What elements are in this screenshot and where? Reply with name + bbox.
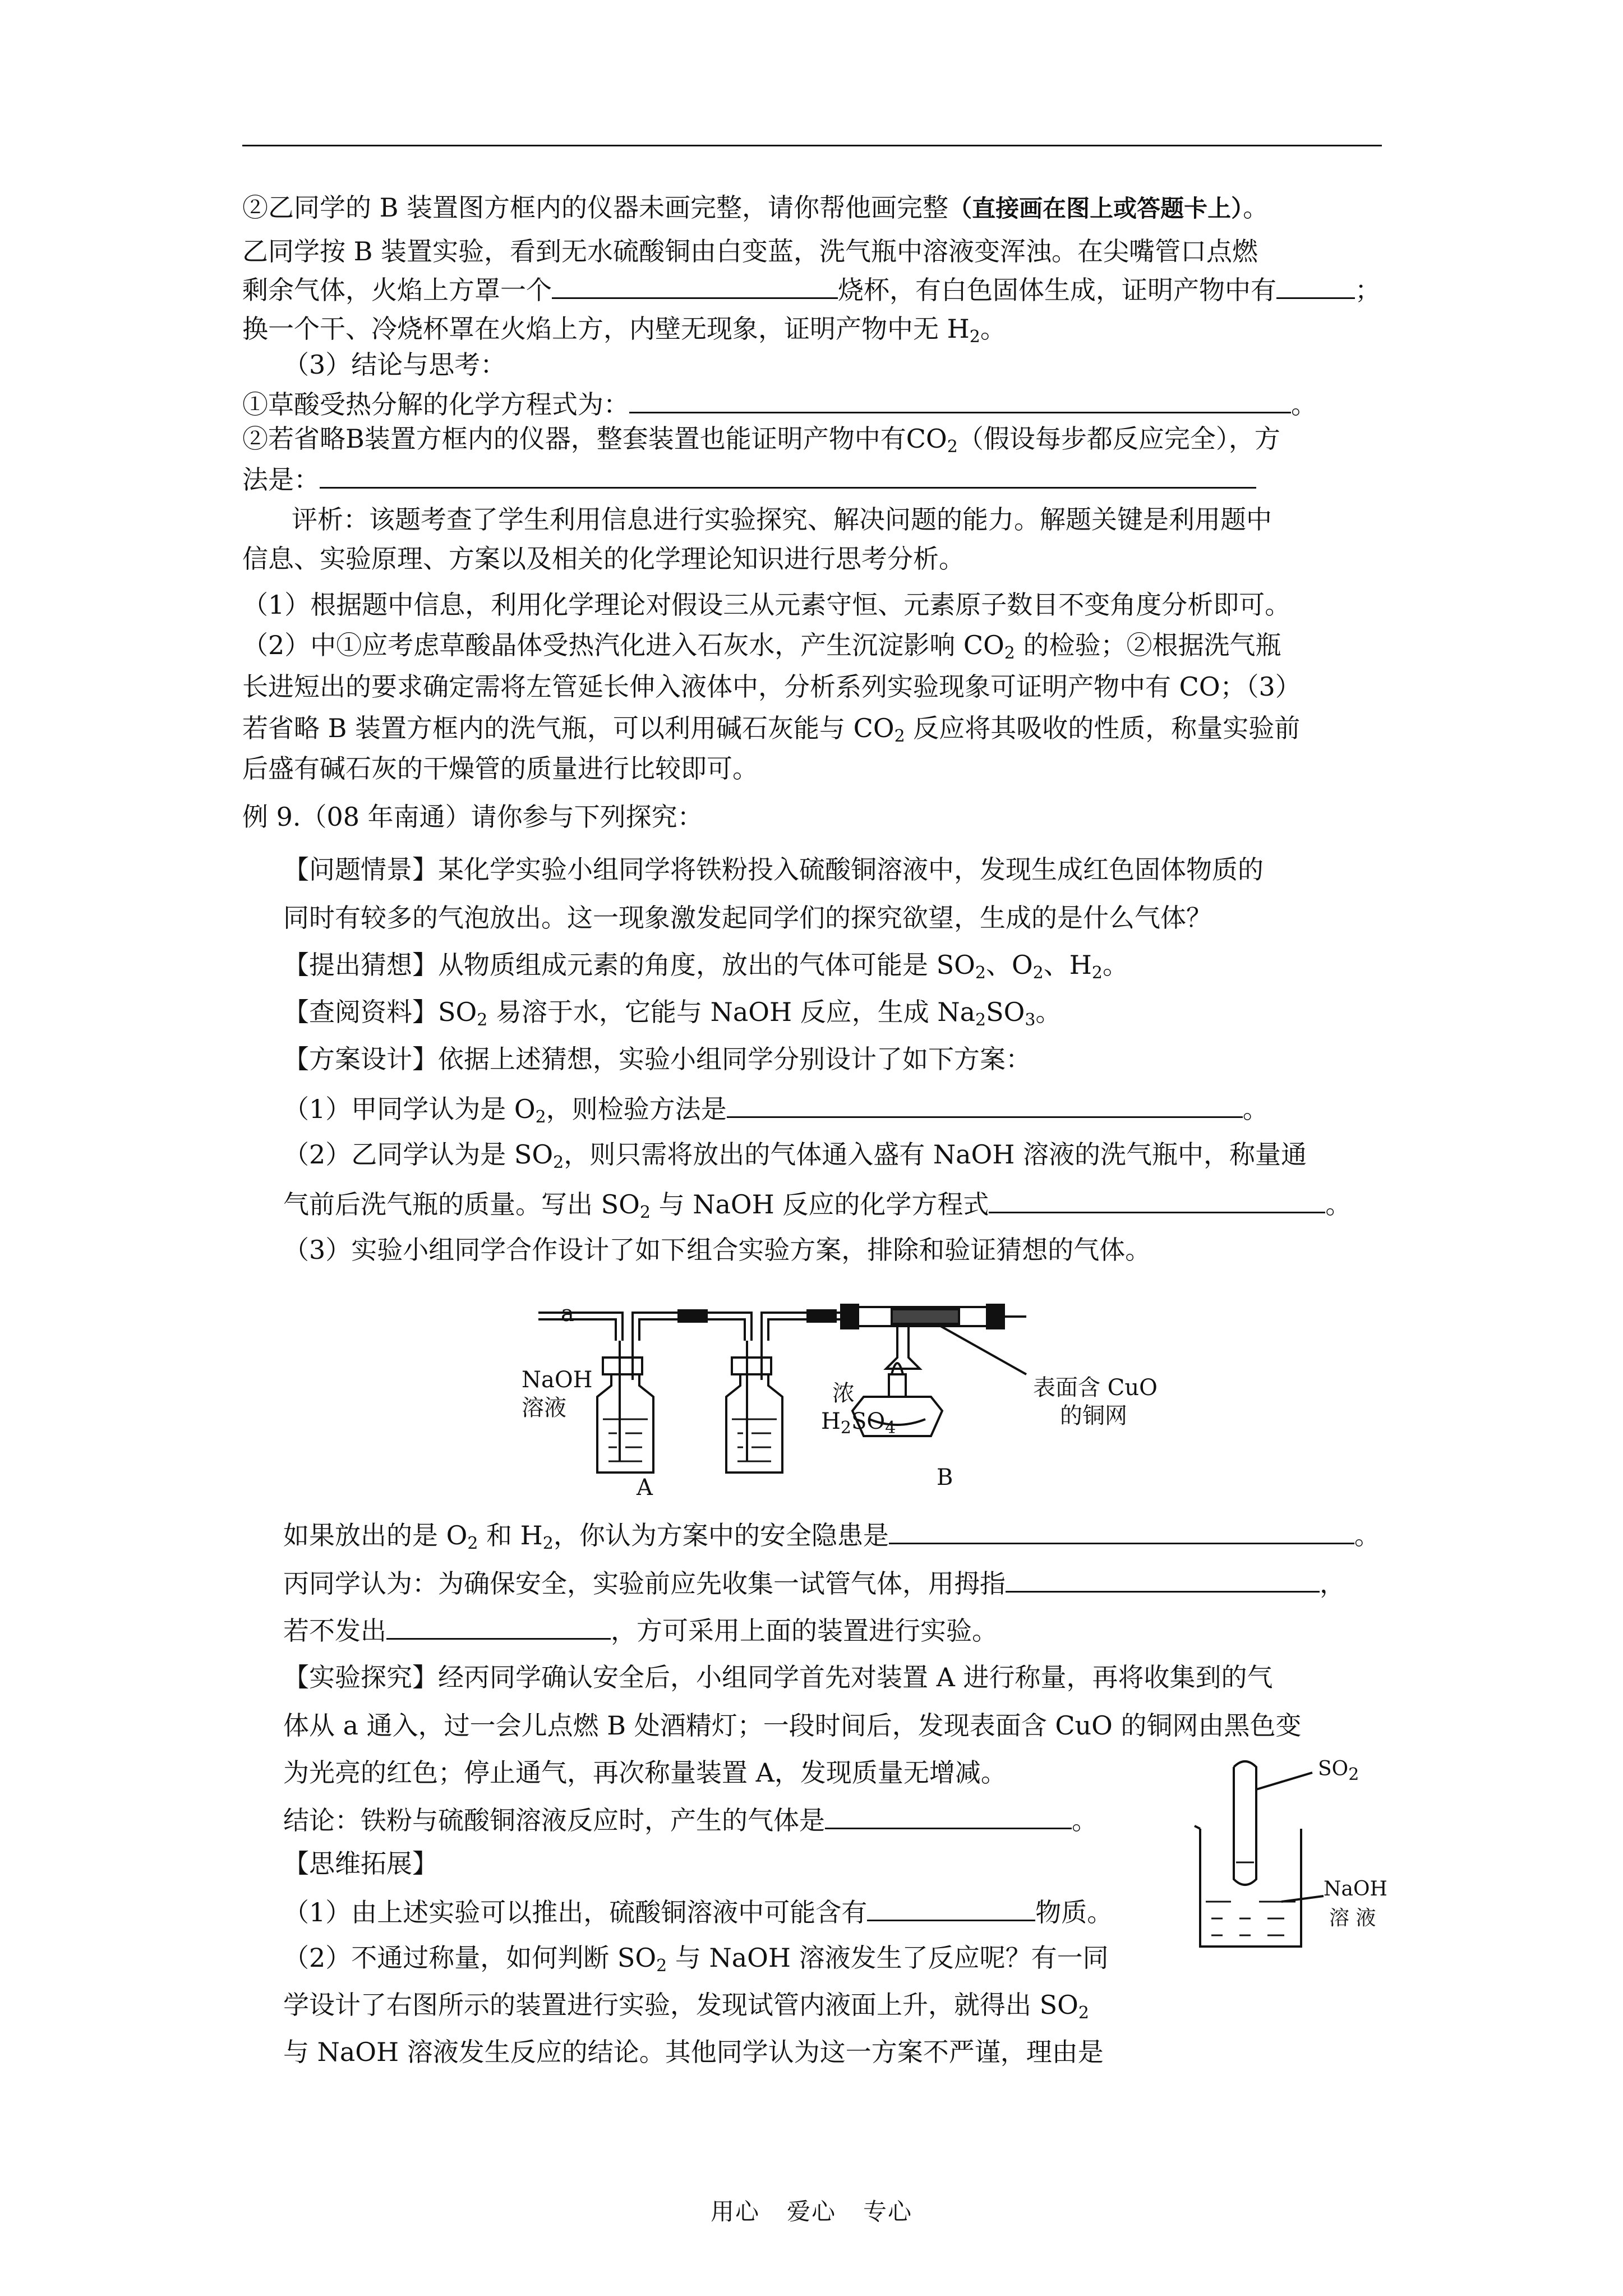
answer-blank[interactable] — [989, 1186, 1325, 1213]
text: 。 — [1072, 1805, 1098, 1835]
text: 【问题情景】某化学实验小组同学将铁粉投入硫酸铜溶液中，发现生成红色固体物质的 — [283, 854, 1264, 885]
text: 。 — [1102, 950, 1128, 980]
text: ，则检验方法是 — [546, 1094, 727, 1124]
subscript: 3 — [1025, 1010, 1036, 1030]
text: 易溶于水，它能与 NaOH 反应，生成 Na — [487, 997, 975, 1027]
text-line — [283, 853, 1264, 886]
subscript: 2 — [894, 726, 905, 746]
text: 。 — [1035, 997, 1062, 1027]
text: 。 — [1291, 389, 1317, 420]
text-line — [242, 542, 965, 576]
text: 。 — [1325, 1189, 1352, 1220]
text: 与 NaOH 溶液发生了反应呢？有一同 — [667, 1943, 1109, 1973]
label-solution-2: 溶 液 — [1329, 1907, 1376, 1930]
subscript: 2 — [1091, 963, 1103, 983]
text: 的检验；②根据洗气瓶 — [1015, 630, 1281, 660]
text: （1）根据题中信息，利用化学理论对假设三从元素守恒、元素原子数目不变角度分析即可。 — [242, 590, 1291, 620]
text: 后盛有碱石灰的干燥管的质量进行比较即可。 — [242, 753, 758, 784]
text-line — [242, 272, 1381, 307]
subscript: 2 — [656, 1956, 667, 1976]
text-line — [283, 1186, 1351, 1221]
text-line — [283, 1941, 1109, 1975]
label-conc: 浓 — [832, 1381, 855, 1406]
subscript: 2 — [1004, 643, 1015, 663]
subscript: 2 — [947, 437, 958, 457]
text-line — [283, 1233, 1151, 1267]
text-line — [292, 503, 1272, 536]
label-mesh-2: 的铜网 — [1060, 1403, 1127, 1429]
text: 为光亮的红色；停止通气，再次称量装置 A，发现质量无增减。 — [283, 1757, 1007, 1788]
text: 剩余气体，火焰上方罩一个 — [242, 275, 552, 305]
label-naoh-2: NaOH — [1324, 1878, 1387, 1901]
bottle-stopper — [603, 1358, 642, 1374]
text-line — [283, 1802, 1098, 1837]
example-heading: 例 9.（08 年南通）请你参与下列探究： — [242, 802, 703, 832]
text: ，方可采用上面的装置进行实验。 — [611, 1616, 998, 1646]
text: （2）中①应考虑草酸晶体受热汽化进入石灰水，产生沉淀影响 CO — [242, 630, 1004, 660]
text-line — [242, 422, 1280, 455]
text: 【查阅资料】SO — [283, 997, 477, 1027]
subscript: 2 — [639, 1203, 651, 1222]
text: 【实验探究】经丙同学确认安全后，小组同学首先对装置 A 进行称量，再将收集到的气 — [283, 1662, 1273, 1692]
answer-blank[interactable] — [727, 1091, 1243, 1118]
so2-pointer — [1256, 1773, 1312, 1789]
inlet-tube — [538, 1313, 623, 1341]
text-line — [242, 711, 1300, 745]
text: ①草酸受热分解的化学方程式为： — [242, 389, 629, 420]
text: 与 NaOH 溶液发生反应的结论。其他同学认为这一方案不严谨，理由是 — [283, 2037, 1104, 2067]
label-B: B — [937, 1465, 953, 1490]
answer-blank[interactable] — [1006, 1565, 1320, 1593]
gas-washing-bottle-1 — [597, 1374, 653, 1473]
page-footer — [0, 2193, 1623, 2227]
section-heading: 【思维拓展】 — [283, 1848, 438, 1879]
text: 长进短出的要求确定需将左管延长伸入液体中，分析系列实验现象可证明产物中有 CO；（3） — [242, 671, 1301, 702]
subscript: 2 — [535, 1107, 546, 1127]
text-line — [283, 995, 1061, 1029]
text: 乙同学按 B 装置实验，看到无水硫酸铜由白变蓝，洗气瓶中溶液变浑浊。在尖嘴管口点燃 — [242, 236, 1258, 266]
text: （假设每步都反应完全），方 — [957, 424, 1280, 454]
answer-blank[interactable] — [825, 1802, 1072, 1829]
answer-blank[interactable] — [889, 1517, 1354, 1544]
text: 换一个干、冷烧杯罩在火焰上方，内壁无现象，证明产物中无 H — [242, 314, 970, 344]
text: 丙同学认为：为确保安全，实验前应先收集一试管气体，用拇指 — [283, 1568, 1006, 1599]
text: 【提出猜想】从物质组成元素的角度，放出的气体可能是 SO — [283, 950, 975, 980]
test-tube — [1234, 1761, 1256, 1885]
text-line — [283, 1847, 438, 1880]
answer-blank[interactable] — [867, 1894, 1035, 1921]
text: 、O — [985, 950, 1033, 980]
text-line — [283, 1660, 1272, 1694]
copper-mesh — [892, 1309, 959, 1324]
text-line — [283, 2035, 1104, 2069]
text: 、H — [1043, 950, 1092, 980]
text: 。 — [1242, 1094, 1269, 1124]
text-line — [283, 1042, 1031, 1076]
text: 体从 a 通入，过一会儿点燃 B 处酒精灯；一段时间后，发现表面含 CuO 的铜网由黑色变 — [283, 1710, 1302, 1741]
bottle-stopper — [732, 1358, 771, 1374]
text: ②若省略B装置方框内的仪器，整套装置也能证明产物中有CO — [242, 424, 947, 454]
text: 学设计了右图所示的装置进行实验，发现试管内液面上升，就得出 SO — [283, 1990, 1078, 2020]
text: 。 — [980, 314, 1006, 344]
subscript: 2 — [1032, 963, 1044, 983]
text: （2）乙同学认为是 SO — [283, 1139, 554, 1170]
text-line — [283, 1138, 1307, 1171]
text-line — [242, 670, 1301, 703]
text: 如果放出的是 O — [283, 1520, 468, 1550]
text: 和 H — [478, 1520, 543, 1550]
text: 法是： — [242, 464, 320, 495]
subscript: 2 — [467, 1534, 478, 1553]
text: 评析：该题考查了学生利用信息进行实验探究、解决问题的能力。解题关键是利用题中 — [292, 504, 1272, 535]
text-line — [242, 461, 1256, 496]
header-rule — [242, 145, 1382, 146]
answer-blank[interactable] — [629, 386, 1291, 413]
text-line — [242, 588, 1290, 622]
text-line — [283, 1517, 1380, 1552]
label-solution: 溶液 — [522, 1395, 566, 1421]
subscript: 2 — [1078, 2003, 1089, 2023]
text-line — [283, 901, 1212, 935]
text: ②乙同学的 B 装置图方框内的仪器未画完整，请你帮他画完整 — [242, 192, 949, 223]
section-heading: （3）结论与思考： — [283, 349, 506, 380]
text: 信息、实验原理、方案以及相关的化学理论知识进行思考分析。 — [242, 544, 965, 574]
text: ，你认为方案中的安全隐患是 — [553, 1520, 889, 1550]
text: 【方案设计】依据上述猜想，实验小组同学分别设计了如下方案： — [283, 1044, 1031, 1074]
text: （1）由上述实验可以推出，硫酸铜溶液中可能含有 — [283, 1897, 868, 1927]
text-line — [283, 948, 1128, 982]
text: 若不发出 — [283, 1616, 386, 1646]
text: （2）不通过称量，如何判断 SO — [283, 1943, 657, 1973]
answer-blank[interactable] — [386, 1612, 611, 1640]
footer-item: 爱心 — [786, 2198, 836, 2225]
label-a: a — [561, 1301, 574, 1327]
text: （3）实验小组同学合作设计了如下组合实验方案，排除和验证猜想的气体。 — [283, 1235, 1151, 1265]
subscript: 2 — [553, 1153, 564, 1172]
text: ； — [1355, 275, 1381, 305]
text-line — [283, 1988, 1089, 2022]
bold-note: （直接画在图上或答题卡上） — [948, 195, 1243, 222]
text: 结论：铁粉与硫酸铜溶液反应时，产生的气体是 — [283, 1805, 825, 1835]
subscript: 2 — [477, 1010, 488, 1030]
text-line — [283, 1091, 1269, 1126]
answer-blank[interactable] — [320, 461, 1256, 489]
text: 若省略 B 装置方框内的洗气瓶，可以利用碱石灰能与 CO — [242, 713, 895, 743]
text-line — [242, 752, 758, 785]
answer-blank[interactable] — [552, 272, 838, 299]
text-line — [242, 386, 1317, 421]
subscript: 2 — [542, 1534, 554, 1553]
text: 同时有较多的气泡放出。这一现象激发起同学们的探究欲望，生成的是什么气体？ — [283, 903, 1212, 933]
text: ， — [1320, 1568, 1345, 1599]
text: 。 — [1354, 1520, 1380, 1550]
text: 。 — [1243, 192, 1269, 223]
subscript: 2 — [969, 327, 980, 347]
apparatus-figure — [505, 1290, 1122, 1526]
text: ，则只需将放出的气体通入盛有 NaOH 溶液的洗气瓶中，称量通 — [564, 1139, 1307, 1170]
text-line — [242, 628, 1281, 662]
label-so2: $SO_2$ — [1318, 1757, 1359, 1784]
text: 与 NaOH 反应的化学方程式 — [650, 1189, 989, 1220]
text: 气前后洗气瓶的质量。写出 SO — [283, 1189, 640, 1220]
text-line — [283, 1894, 1113, 1929]
answer-blank[interactable] — [1276, 272, 1355, 299]
text: 反应将其吸收的性质，称量实验前 — [905, 713, 1301, 743]
text: 烧杯，有白色固体生成，证明产物中有 — [838, 275, 1276, 305]
label-naoh: NaOH — [522, 1367, 593, 1393]
text: （1）甲同学认为是 O — [283, 1094, 536, 1124]
beaker — [1200, 1829, 1301, 1947]
footer-item: 用心 — [710, 2198, 760, 2225]
text-line — [283, 348, 506, 381]
subscript: 2 — [975, 1010, 986, 1030]
text-line — [283, 1709, 1302, 1742]
label-A: A — [637, 1475, 653, 1501]
text-line — [283, 1612, 998, 1648]
subscript: 2 — [975, 963, 986, 983]
text-line — [283, 1756, 1007, 1789]
footer-item: 专心 — [863, 2198, 913, 2225]
text-line — [242, 312, 1006, 346]
gas-washing-bottle-2 — [726, 1374, 782, 1473]
label-h2so4: $H_2SO_4$ — [821, 1409, 896, 1438]
text-line — [242, 234, 1258, 268]
text-line — [242, 800, 703, 834]
label-mesh: 表面含 CuO — [1033, 1375, 1158, 1401]
text: 物质。 — [1035, 1897, 1113, 1927]
text: SO — [986, 997, 1025, 1027]
text-line — [242, 191, 1269, 226]
text-line — [283, 1565, 1345, 1600]
